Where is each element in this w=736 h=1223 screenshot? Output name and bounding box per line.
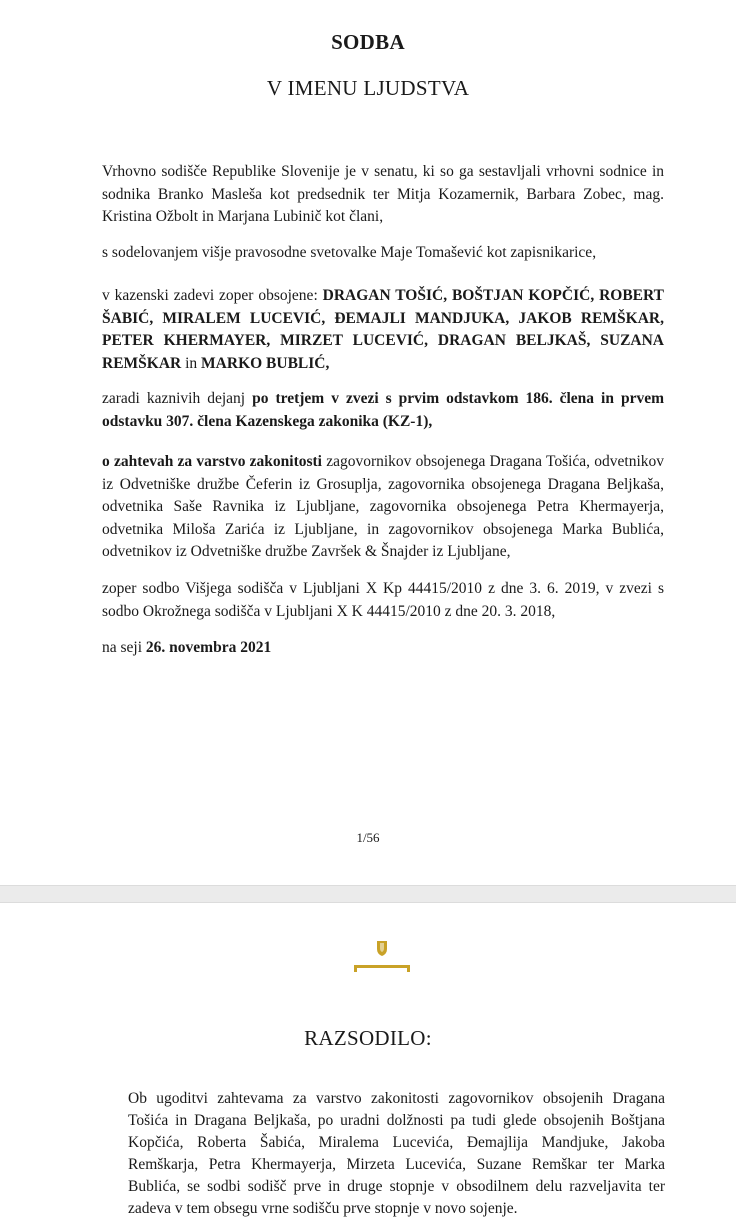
document-title: SODBA: [331, 30, 405, 54]
defendant-last: MARKO BUBLIĆ,: [201, 354, 330, 372]
defendants-paragraph: [102, 285, 664, 375]
appeal-paragraph: [102, 451, 664, 564]
page-separator: [0, 885, 736, 903]
session-intro: na seji: [102, 639, 146, 656]
session-paragraph: [102, 637, 664, 660]
defendants-names: DRAGAN TOŠIĆ, BOŠTJAN KOPČIĆ, ROBERT ŠABIĆ, MIRALEM LUCEVIĆ, ĐEMAJLI MANDJUKA, JAKOB REMŠKAR, PETER KHERMAYER, MIRZET LUCEVIĆ, DRAGAN BELJKAŠ, SUZANA REMŠKAR: [102, 287, 664, 372]
recorder-paragraph: s sodelovanjem višje pravosodne svetovalke Maje Tomašević kot zapisnikarice,: [102, 244, 597, 261]
shield-emblem-icon: [352, 939, 412, 973]
offence-articles: po tretjem v zvezi s prvim odstavkom 186. člena in prvem odstavku 307. člena Kazenskega zakonika (KZ-1),: [102, 390, 664, 430]
page-number: 1/56: [356, 830, 380, 845]
judgment-reference-paragraph: zoper sodbo Višjega sodišča v Ljubljani X Kp 44415/2010 z dne 3. 6. 2019, v zvezi s sodbo Okrožnega sodišča v Ljubljani X K 44415/2010 z dne 20. 3. 2018,: [102, 580, 664, 620]
offence-intro: zaradi kaznivih dejanj: [102, 390, 253, 407]
appeal-details: zagovornikov obsojenega Dragana Tošića, odvetnikov iz Odvetniške družbe Čeferin iz Grosuplja, zagovornika obsojenega Dragana Beljkaša, odvetnika Saše Ravnika iz Ljubljane, zagovornika obsojenega Petra Khermayerja, odvetnika Miloša Zarića iz Ljubljane, in zagovornikov obsojenega Marka Bublića, odvetnikov iz Odvetniške družbe Završek & Šnajder iz Ljubljane,: [102, 453, 665, 560]
case-intro: v kazenski zadevi zoper obsojene:: [102, 287, 323, 304]
session-date: 26. novembra 2021: [145, 639, 272, 656]
offence-paragraph: [102, 388, 664, 433]
court-composition-paragraph: Vrhovno sodišče Republike Slovenije je v senatu, ki so ga sestavljali vrhovni sodnice in sodnika Branko Masleša kot predsednik ter Mitja Kozamernik, Barbara Zobec, mag. Kristina Ožbolt in Marjana Lubinič kot člani,: [102, 163, 664, 225]
document-page-2: [0, 903, 736, 1223]
document-subtitle: V IMENU LJUDSTVA: [266, 76, 470, 100]
appeal-lead: o zahtevah za varstvo zakonitosti: [102, 453, 322, 470]
ruling-heading: RAZSODILO:: [304, 1026, 432, 1050]
defendants-join: in: [181, 354, 202, 372]
ruling-paragraph: Ob ugoditvi zahtevama za varstvo zakonitosti zagovornikov obsojenih Dragana Tošića in Dragana Beljkaša, po uradni dolžnosti pa tudi glede obsojenih Boštjana Kopčića, Roberta Šabića, Miralema Lucevića, Đemajlija Mandjuke, Jakoba Remškarja, Petra Khermayerja, Mirzeta Lucevića, Suzane Remškar ter Marka Bublića, se sodbi sodišč prve in druge stopnje v obsodilnem delu razveljavita ter zadeva v tem obsegu vrne sodišču prve stopnje v novo sojenje.: [128, 1090, 665, 1217]
